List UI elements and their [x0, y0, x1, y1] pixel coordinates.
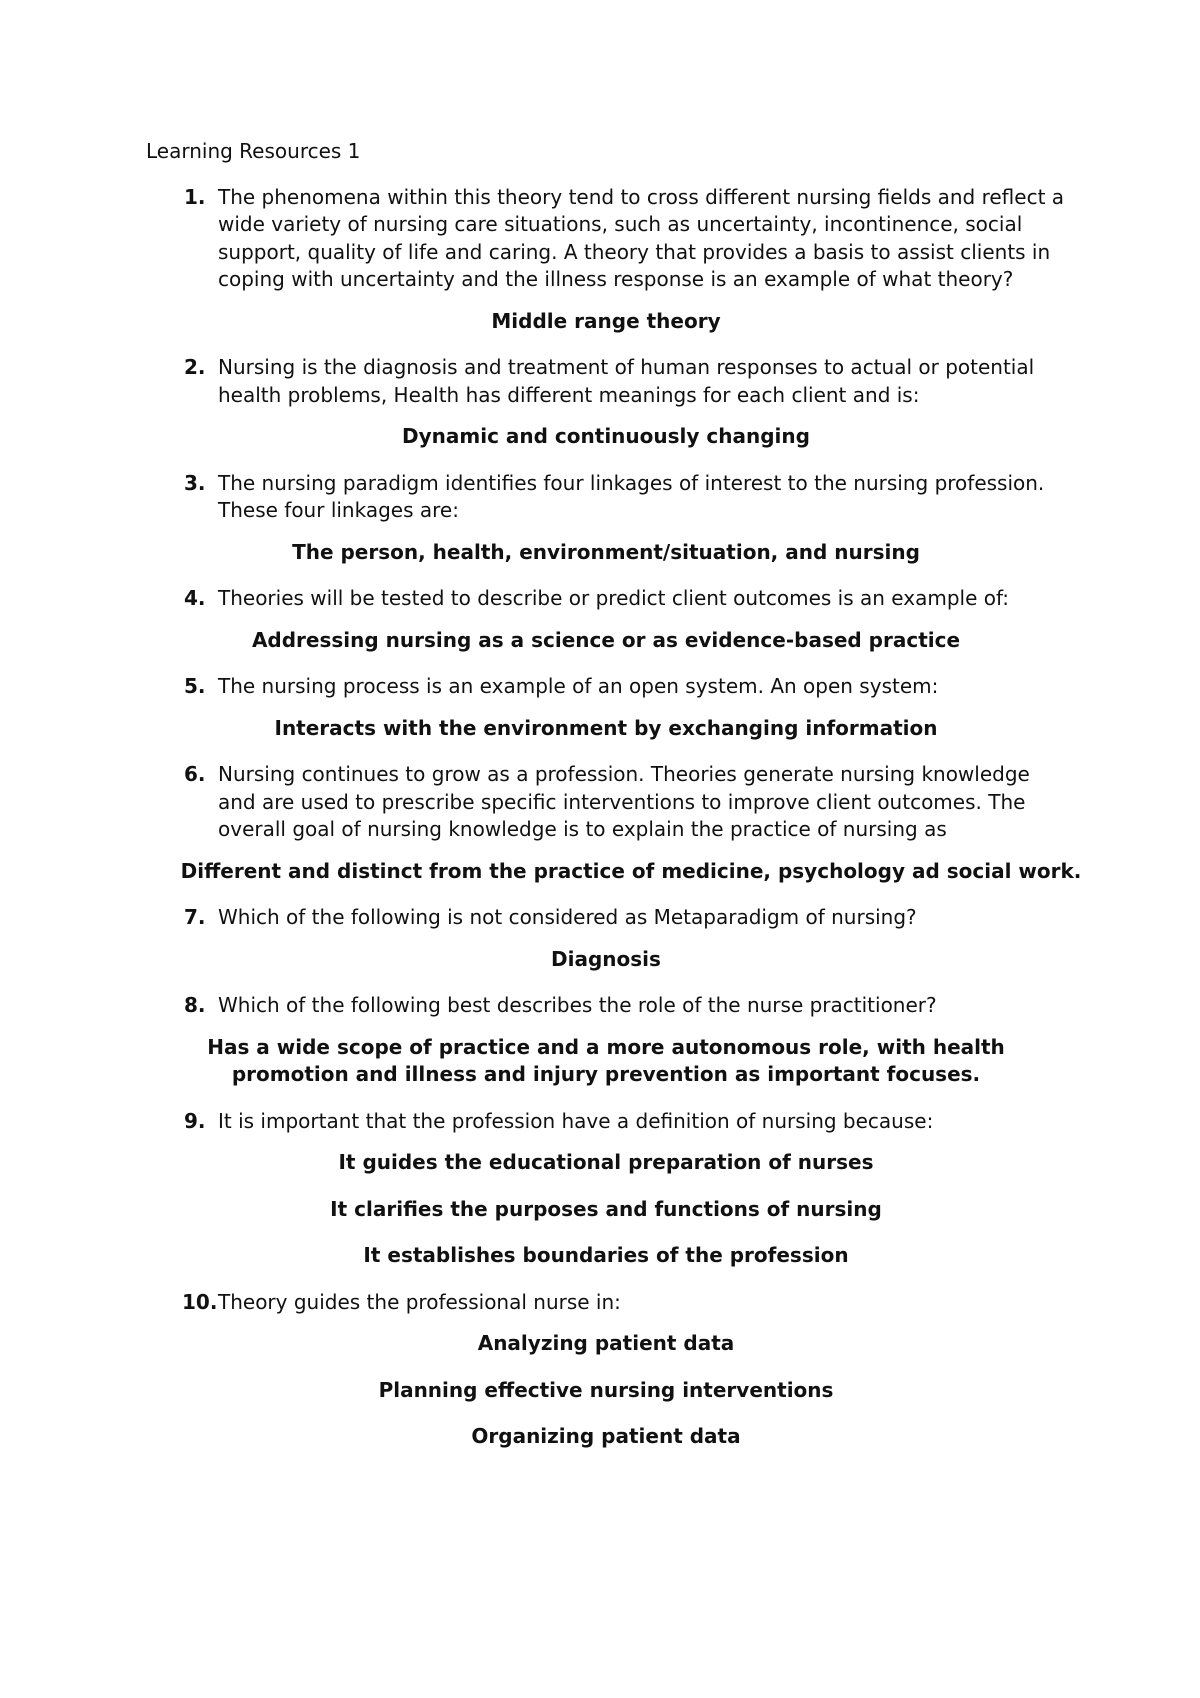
question-number: 5. — [184, 674, 206, 698]
question-text: Theory guides the professional nurse in: — [218, 1289, 621, 1314]
question-item — [146, 761, 1066, 844]
question-text: Nursing is the diagnosis and treatment of human responses to actual or potential health problems, Health has different meanings for each client and is: — [218, 355, 1035, 407]
document-page — [146, 138, 1082, 1470]
question-item — [146, 354, 1066, 409]
question-number: 9. — [184, 1108, 206, 1133]
question-number: 1. — [184, 184, 206, 209]
question-text: It is important that the profession have a definition of nursing because: — [218, 1108, 934, 1133]
question-text: Nursing continues to grow as a profession. Theories generate nursing knowledge and are used to prescribe specific interventions to improve client outcomes. The overall goal of nursing knowledge is to explain the practice of nursing as — [218, 762, 1030, 841]
question-item — [146, 904, 1066, 932]
question-text: Theories will be tested to describe or predict client outcomes is an example of: — [218, 586, 1010, 610]
question-item — [146, 673, 1066, 701]
question-number: 10. — [182, 1289, 218, 1314]
answer-text: Different and distinct from the practice of medicine, psychology ad social work. — [180, 858, 1082, 883]
answer-text: Middle range theory — [491, 308, 721, 333]
question-item — [146, 470, 1066, 525]
question-number: 4. — [184, 586, 206, 610]
answer-text: It establishes boundaries of the profession — [363, 1243, 849, 1267]
answer-text: It guides the educational preparation of nurses — [338, 1150, 874, 1174]
answer-text: The person, health, environment/situation, and nursing — [292, 539, 920, 564]
question-item — [146, 992, 1066, 1020]
answer-text: Analyzing patient data — [477, 1331, 735, 1355]
question-item — [146, 1108, 1066, 1136]
answer-text: Dynamic and continuously changing — [402, 424, 810, 448]
question-item — [146, 184, 1066, 294]
question-text: Which of the following best describes the role of the nurse practitioner? — [218, 993, 937, 1017]
question-number: 2. — [184, 355, 206, 379]
question-number: 7. — [184, 905, 206, 929]
answer-text: Organizing patient data — [471, 1424, 741, 1448]
answer-text: It clarifies the purposes and functions of nursing — [330, 1196, 882, 1221]
question-text: The phenomena within this theory tend to cross different nursing fields and reflect a wide variety of nursing care situations, such as uncertainty, incontinence, social support, quality of life and caring. A theory that provides a basis to assist clients in coping with uncertainty and the illness response is an example of what theory? — [218, 184, 1065, 291]
question-item — [146, 1289, 1066, 1317]
question-item — [146, 585, 1066, 613]
question-text: Which of the following is not considered as Metaparadigm of nursing? — [218, 905, 917, 929]
answer-text: Diagnosis — [551, 946, 661, 971]
question-number: 6. — [184, 762, 206, 786]
document-title: Learning Resources 1 — [146, 139, 361, 163]
question-number: 8. — [184, 993, 206, 1017]
answer-text: Planning effective nursing interventions — [378, 1377, 834, 1402]
question-text: The nursing process is an example of an open system. An open system: — [218, 674, 939, 698]
answer-text: Interacts with the environment by exchanging information — [274, 715, 938, 740]
answer-text: Has a wide scope of practice and a more autonomous role, with health promotion and illness and injury prevention as important focuses. — [207, 1034, 1005, 1086]
question-number: 3. — [184, 470, 206, 495]
question-text: The nursing paradigm identifies four linkages of interest to the nursing profession. These four linkages are: — [218, 470, 1045, 522]
answer-text: Addressing nursing as a science or as evidence-based practice — [251, 627, 961, 652]
